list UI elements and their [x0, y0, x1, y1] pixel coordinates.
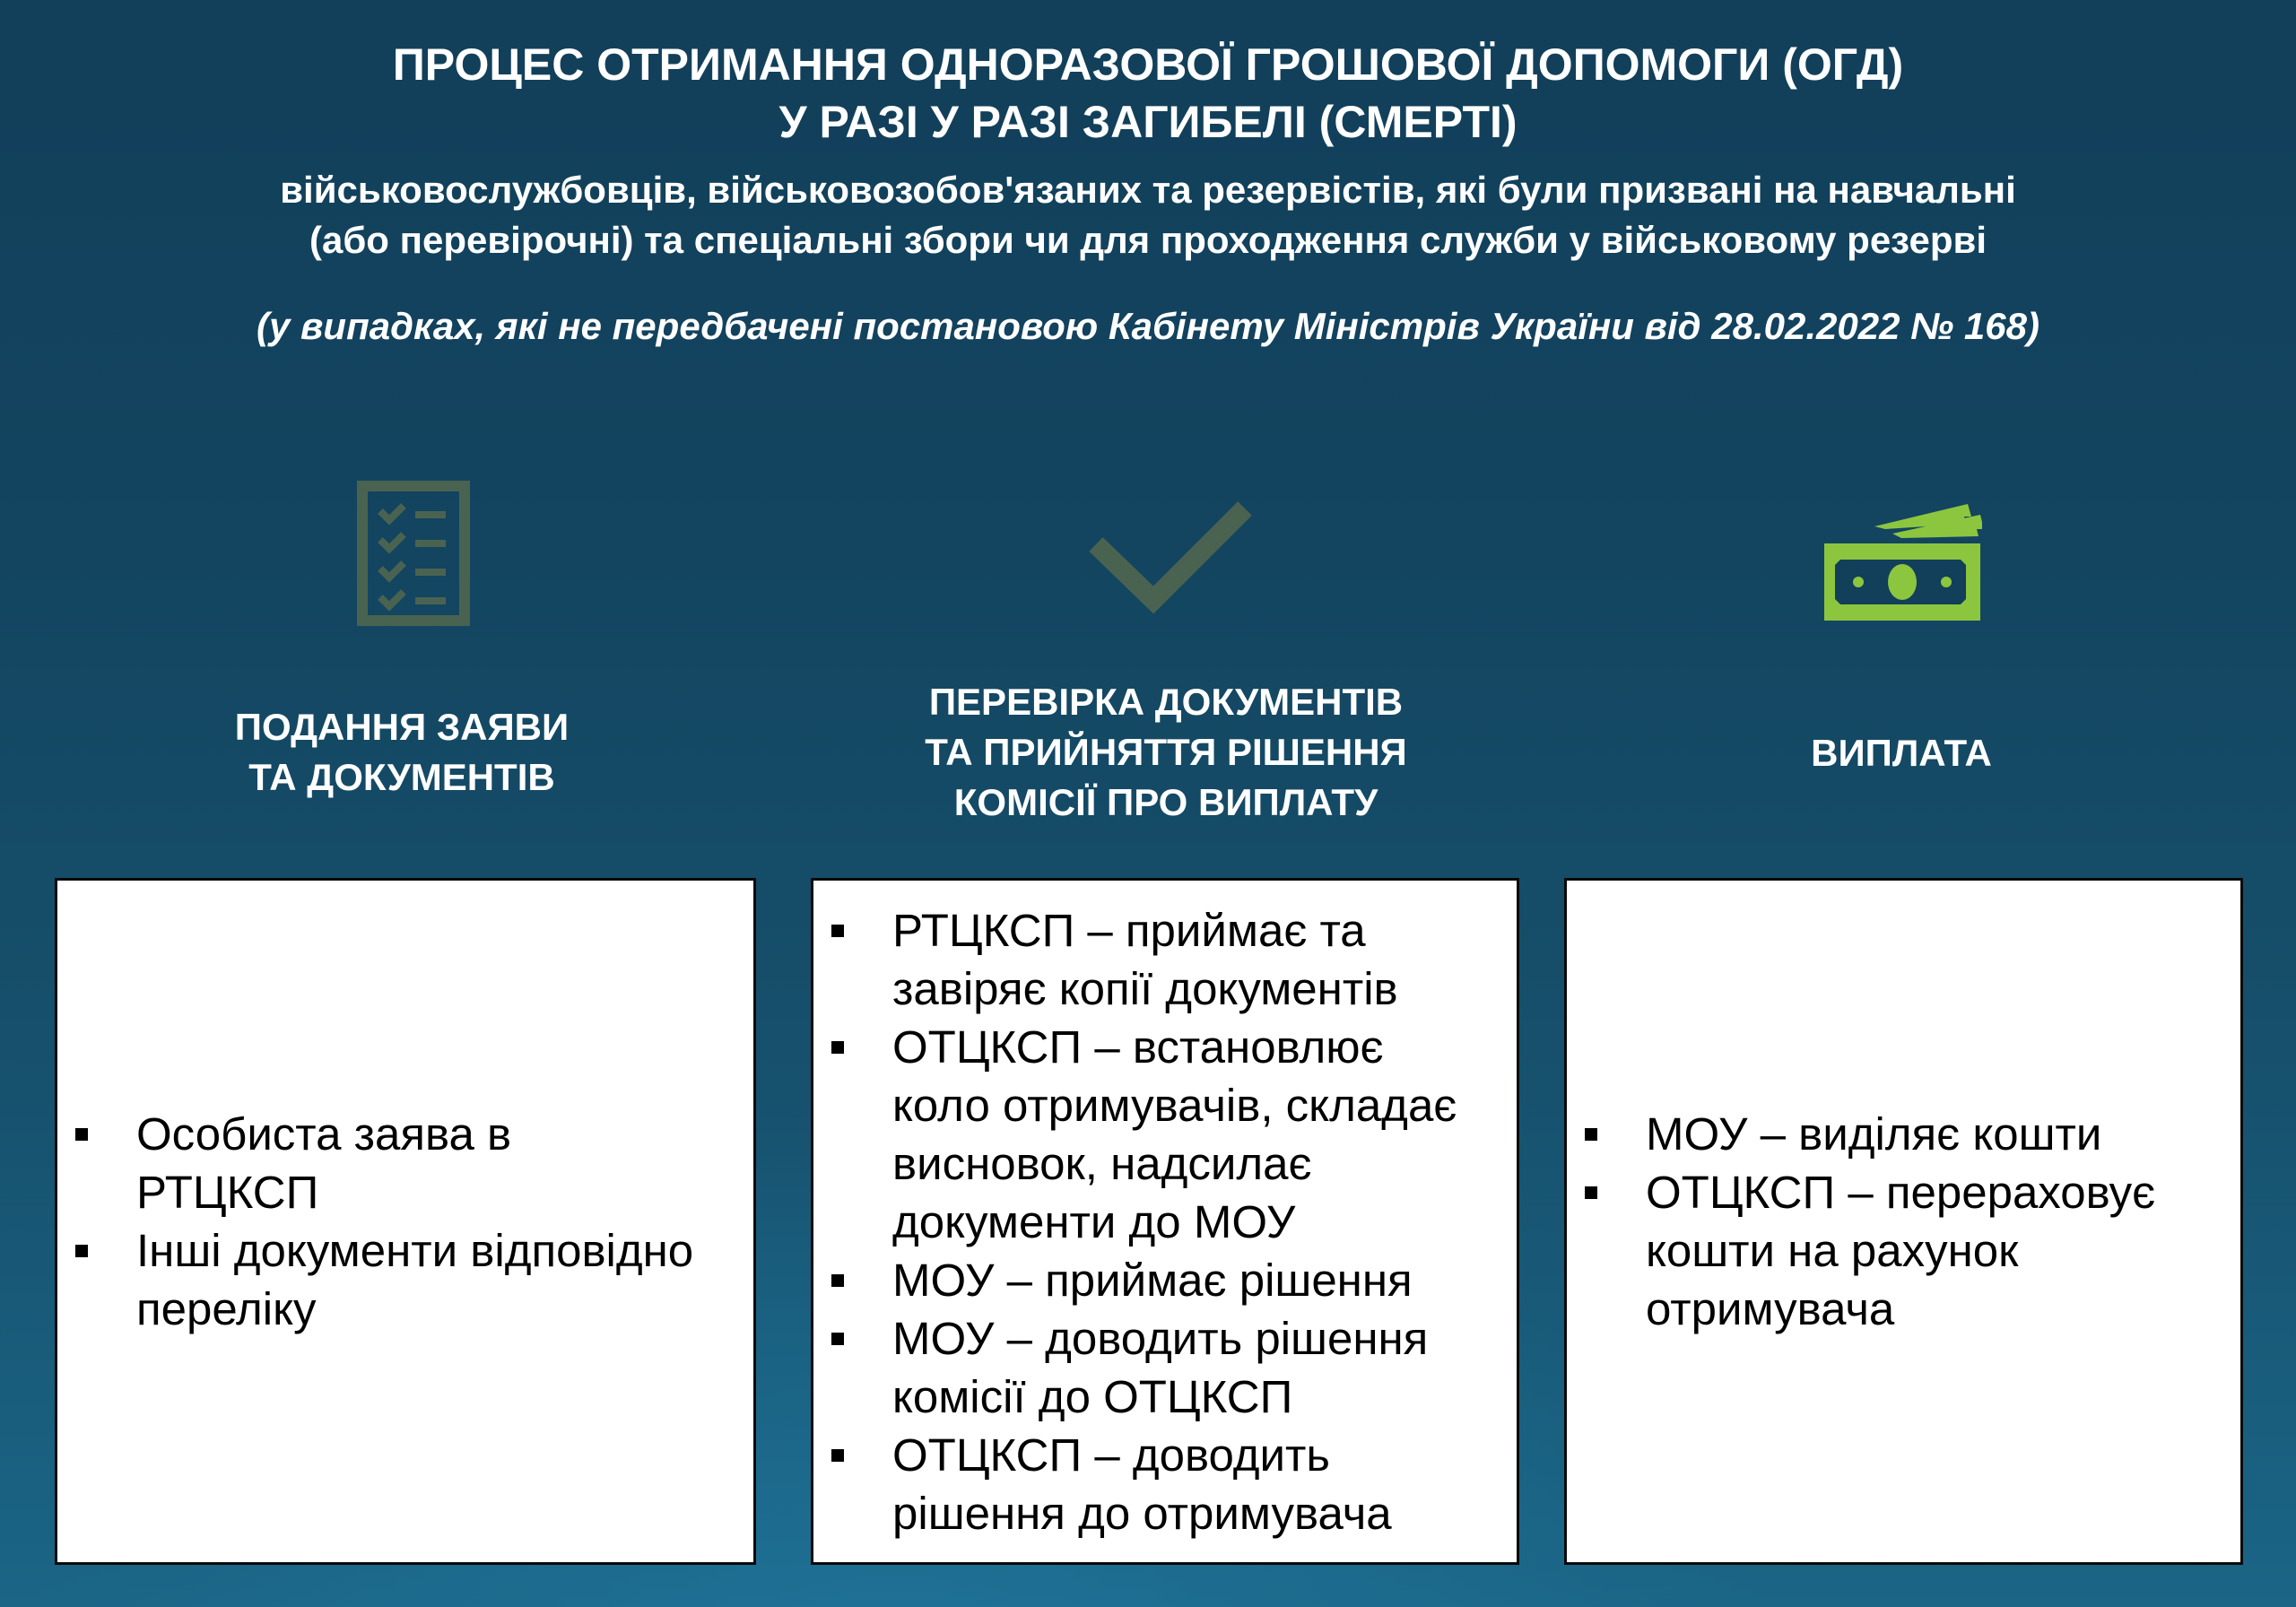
- item-line: рішення до отримувача: [892, 1487, 1392, 1539]
- item-line: Особиста заява в: [136, 1108, 512, 1160]
- page-title: [0, 36, 2296, 151]
- item-line: комісії до ОТЦКСП: [892, 1370, 1293, 1422]
- list-item: [813, 901, 1517, 1018]
- item-line: РТЦКСП – приймає та: [892, 904, 1366, 956]
- step-2-list: [813, 901, 1517, 1542]
- checkmark-icon: [1085, 495, 1256, 613]
- square-bullet-icon: [831, 1333, 844, 1345]
- square-bullet-icon: [831, 1449, 844, 1462]
- step-3-heading: [1722, 728, 2081, 778]
- title-line-1: ПРОЦЕС ОТРИМАННЯ ОДНОРАЗОВОЇ ГРОШОВОЇ ДОПОМОГИ (ОГД): [392, 39, 1904, 90]
- legal-note: (у випадках, які не передбачені постановою Кабінету Міністрів України від 28.02.2022 № 168): [257, 305, 2039, 347]
- list-item: [1567, 1105, 2240, 1163]
- heading-line: ПЕРЕВІРКА ДОКУМЕНТІВ: [928, 681, 1404, 723]
- list-item: [1567, 1163, 2240, 1338]
- item-line: ОТЦКСП – доводить: [892, 1429, 1330, 1481]
- item-line: ОТЦКСП – перераховує: [1646, 1167, 2156, 1218]
- heading-line: ТА ДОКУМЕНТІВ: [248, 756, 555, 798]
- list-item: [813, 1018, 1517, 1251]
- item-line: отримувача: [1646, 1283, 1895, 1334]
- item-line: МОУ – виділяє кошти: [1646, 1108, 2102, 1160]
- heading-line: КОМІСІЇ ПРО ВИПЛАТУ: [953, 781, 1378, 823]
- item-line: документи до МОУ: [892, 1195, 1296, 1247]
- square-bullet-icon: [75, 1128, 88, 1141]
- step-3-list: [1567, 1105, 2240, 1338]
- square-bullet-icon: [831, 925, 844, 937]
- item-line: РТЦКСП: [136, 1167, 319, 1218]
- list-item: [57, 1105, 753, 1221]
- step-2-heading: [807, 677, 1525, 828]
- step-1-box: [55, 878, 756, 1565]
- list-item: [57, 1221, 753, 1338]
- list-item: [813, 1251, 1517, 1309]
- item-line: Інші документи відповідно: [136, 1225, 694, 1276]
- item-line: МОУ – приймає рішення: [892, 1254, 1413, 1306]
- item-line: коло отримувачів, складає: [892, 1079, 1457, 1131]
- page-subtitle: [0, 165, 2296, 265]
- list-item: [813, 1426, 1517, 1542]
- subtitle-line-1: військовослужбовців, військовозобов'язаних та резервістів, які були призвані на навчальні: [280, 169, 2016, 211]
- item-line: висновок, надсилає: [892, 1137, 1312, 1189]
- heading-line: ПОДАННЯ ЗАЯВИ: [234, 706, 570, 748]
- square-bullet-icon: [75, 1245, 88, 1257]
- list-item: [813, 1309, 1517, 1426]
- square-bullet-icon: [831, 1274, 844, 1287]
- square-bullet-icon: [1585, 1128, 1597, 1141]
- step-3-box: [1564, 878, 2243, 1565]
- title-line-2: У РАЗІ У РАЗІ ЗАГИБЕЛІ (СМЕРТІ): [778, 97, 1518, 147]
- square-bullet-icon: [1585, 1186, 1597, 1199]
- subtitle-line-2: (або перевірочні) та спеціальні збори чи для проходження служби у військовому резерві: [309, 219, 1987, 261]
- heading-line: ВИПЛАТА: [1811, 732, 1992, 774]
- item-line: завіряє копії документів: [892, 962, 1398, 1014]
- money-icon: [1822, 504, 1982, 622]
- step-2-box: [811, 878, 1519, 1565]
- step-1-list: [57, 1105, 753, 1338]
- item-line: ОТЦКСП – встановлює: [892, 1021, 1384, 1073]
- square-bullet-icon: [831, 1041, 844, 1054]
- checklist-icon: [357, 481, 470, 626]
- item-line: МОУ – доводить рішення: [892, 1312, 1429, 1364]
- item-line: кошти на рахунок: [1646, 1225, 2019, 1276]
- step-1-heading: [179, 702, 624, 803]
- item-line: переліку: [136, 1283, 317, 1334]
- heading-line: ТА ПРИЙНЯТТЯ РІШЕННЯ: [925, 731, 1407, 773]
